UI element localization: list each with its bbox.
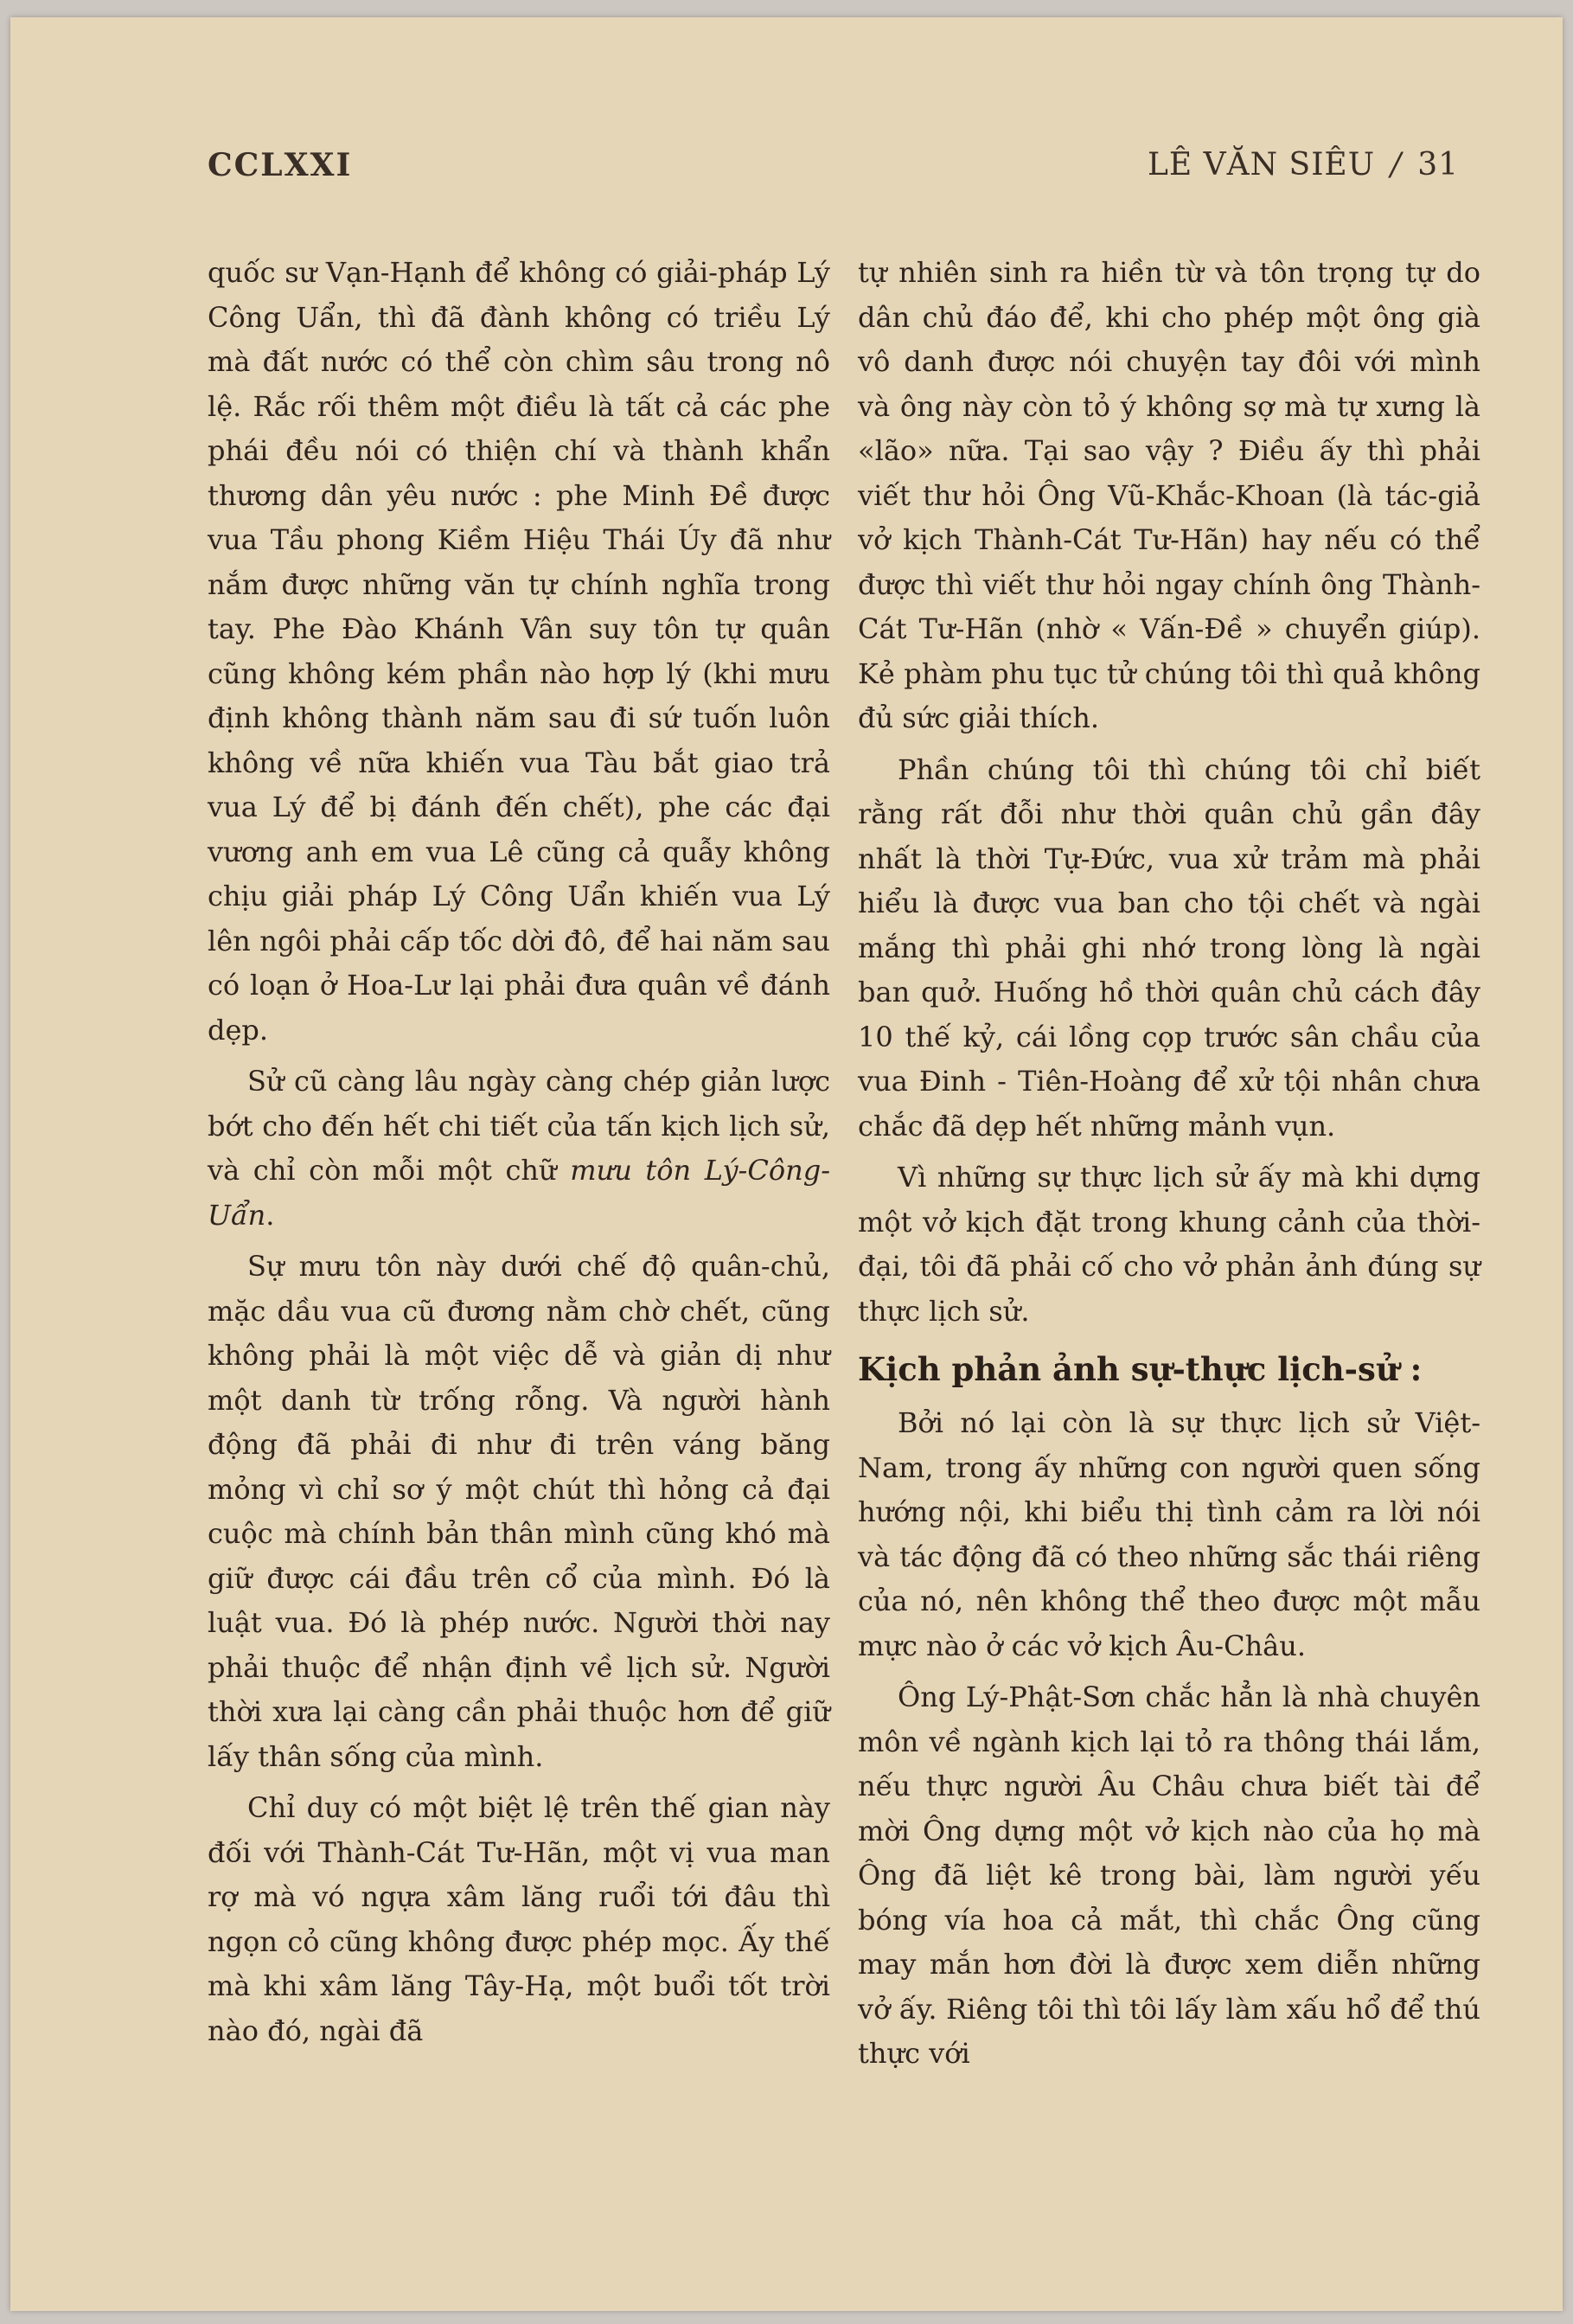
page-number: 31 bbox=[1417, 147, 1459, 182]
header-separator: / bbox=[1391, 147, 1403, 182]
left-paragraph-2-end: . bbox=[265, 1198, 275, 1232]
left-paragraph-2-text: Sử cũ càng lâu ngày càng chép giản lược bớt cho đến hết chi tiết của tấn kịch lịch sử, và chỉ còn mỗi một chữ bbox=[208, 1065, 830, 1187]
right-column bbox=[858, 251, 1480, 2084]
book-page bbox=[10, 17, 1563, 2311]
running-header bbox=[10, 147, 1563, 190]
left-paragraph-1: quốc sư Vạn-Hạnh để không có giải-pháp Lý Công Uẩn, thì đã đành không có triều Lý mà đất nước có thể còn chìm sâu trong nô lệ. Rắc rối thêm một điều là tất cả các phe phái đều nói có thiện chí và thành khẩn thương dân yêu nước : phe Minh Đề được vua Tầu phong Kiềm Hiệu Thái Úy đã như nắm được những văn tự chính nghĩa trong tay. Phe Đào Khánh Vân suy tôn tự quân cũng không kém phần nào hợp lý (khi mưu định không thành năm sau đi sứ tuốn luôn không về nữa khiến vua Tàu bắt giao trả vua Lý để bị đánh đến chết), phe các đại vương anh em vua Lê cũng cả quẫy không chịu giải pháp Lý Công Uẩn khiến vua Lý lên ngôi phải cấp tốc dời đô, để hai năm sau có loạn ở Hoa-Lư lại phải đưa quân về đánh dẹp. bbox=[208, 256, 830, 1047]
left-paragraph-3: Sự mưu tôn này dưới chế độ quân-chủ, mặc dầu vua cũ đương nằm chờ chết, cũng không phải là một việc dễ và giản dị như một danh từ trống rỗng. Và người hành động đã phải đi như đi trên váng băng mỏng vì chỉ sơ ý một chút thì hỏng cả đại cuộc mà chính bản thân mình cũng khó mà giữ được cái đầu trên cổ của mình. Đó là luật vua. Đó là phép nước. Người thời nay phải thuộc để nhận định về lịch sử. Người thời xưa lại càng cần phải thuộc hơn để giữ lấy thân sống của mình. bbox=[208, 1250, 830, 1773]
right-paragraph-3: Vì những sự thực lịch sử ấy mà khi dựng một vở kịch đặt trong khung cảnh của thời-đại, tôi đã phải cố cho vở phản ảnh đúng sự thực lịch sử. bbox=[858, 1161, 1480, 1328]
left-paragraph-2 bbox=[208, 1060, 830, 1238]
left-paragraph-2-italic: mưu tôn Lý-Công-Uẩn bbox=[208, 1154, 831, 1232]
header-title-group bbox=[1148, 147, 1459, 182]
right-paragraph-5: Ông Lý-Phật-Sơn chắc hẳn là nhà chuyên môn về ngành kịch lại tỏ ra thông thái lắm, nếu thực người Âu Châu chưa biết tài để mời Ông dựng một vở kịch nào của họ mà Ông đã liệt kê trong bài, làm người yếu bóng vía hoa cả mắt, thì chắc Ông cũng may mắn hơn đời là được xem diễn những vở ấy. Riêng tôi thì tôi lấy làm xấu hổ để thú thực với bbox=[858, 1681, 1480, 2070]
section-number: CCLXXI bbox=[208, 147, 353, 183]
left-paragraph-4: Chỉ duy có một biệt lệ trên thế gian này đối với Thành-Cát Tư-Hãn, một vị vua man rợ mà vó ngựa xâm lăng ruổi tới đâu thì ngọn cỏ cũng không được phép mọc. Ấy thế mà khi xâm lăng Tây-Hạ, một buổi tốt trời nào đó, ngài đã bbox=[208, 1791, 830, 2047]
section-heading: Kịch phản ảnh sự-thực lịch-sử : bbox=[858, 1350, 1423, 1388]
right-paragraph-4: Bởi nó lại còn là sự thực lịch sử Việt-Nam, trong ấy những con người quen sống hướng nội, khi biểu thị tình cảm ra lời nói và tác động đã có theo những sắc thái riêng của nó, nên không thể theo được một mẫu mực nào ở các vở kịch Âu-Châu. bbox=[858, 1406, 1480, 1662]
right-paragraph-2: Phần chúng tôi thì chúng tôi chỉ biết rằng rất đỗi như thời quân chủ gần đây nhất là thời Tự-Đức, vua xử trảm mà phải hiểu là được vua ban cho tội chết và ngài mắng thì phải ghi nhớ trong lòng là ngài ban quở. Huống hồ thời quân chủ cách đây 10 thế kỷ, cái lồng cọp trước sân chầu của vua Đinh - Tiên-Hoàng để xử tội nhân chưa chắc đã dẹp hết những mảnh vụn. bbox=[858, 752, 1480, 1143]
left-column bbox=[208, 251, 830, 2060]
header-title: LÊ VĂN SIÊU bbox=[1147, 147, 1376, 182]
right-paragraph-1: tự nhiên sinh ra hiền từ và tôn trọng tự do dân chủ đáo để, khi cho phép một ông già vô danh được nói chuyện tay đôi với mình và ông này còn tỏ ý không sợ mà tự xưng là «lão» nữa. Tại sao vậy ? Điều ấy thì phải viết thư hỏi Ông Vũ-Khắc-Khoan (là tác-giả vở kịch Thành-Cát Tư-Hãn) hay nếu có thể được thì viết thư hỏi ngay chính ông Thành-Cát Tư-Hãn (nhờ « Vấn-Đề » chuyển giúp). Kẻ phàm phu tục tử chúng tôi thì quả không đủ sức giải thích. bbox=[858, 256, 1480, 734]
